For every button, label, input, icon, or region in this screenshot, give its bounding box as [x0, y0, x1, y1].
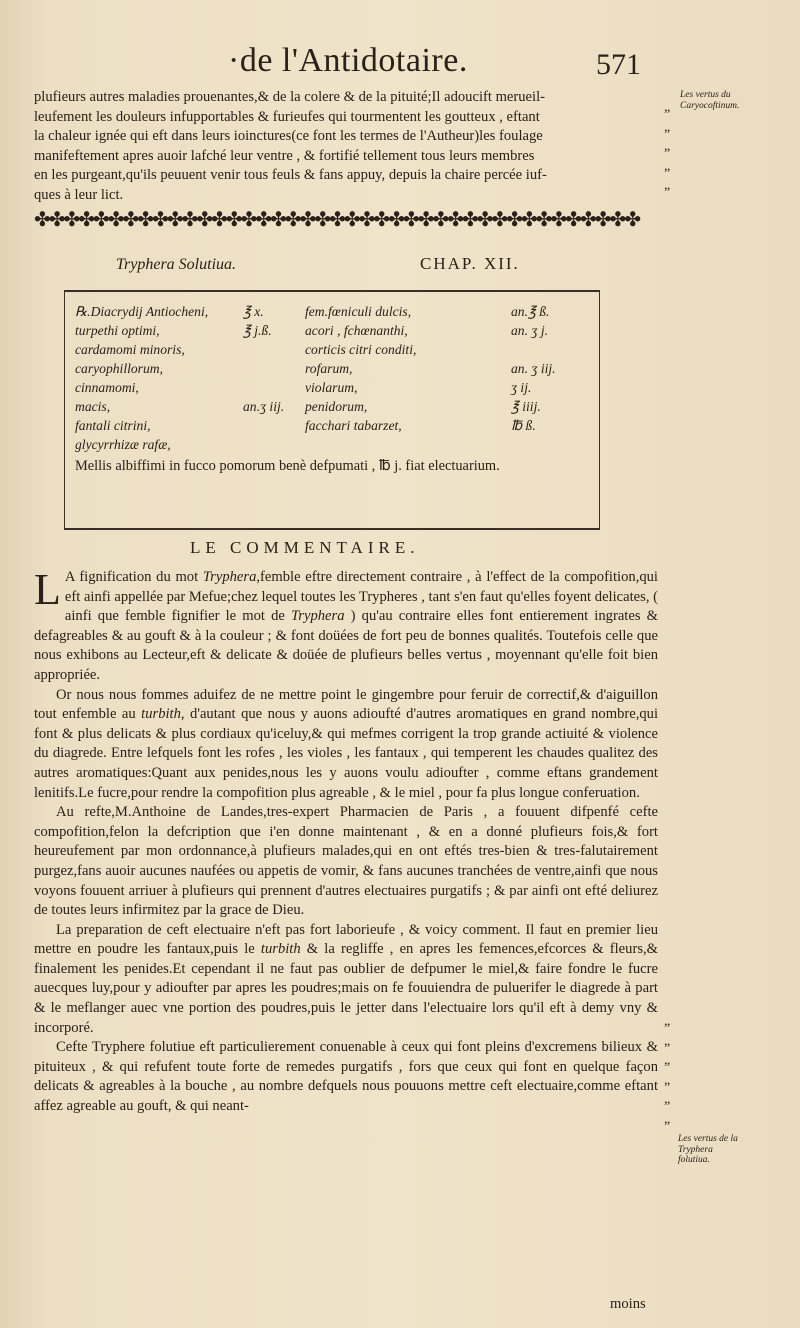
intro-paragraph: [34, 88, 658, 206]
catchword: moins: [610, 1296, 646, 1312]
chapter-label: CHAP. XII.: [420, 254, 520, 273]
page-number: 571: [596, 48, 641, 81]
intro-line: la chaleur ignée qui eft dans leurs ioinctures(ce font les termes de l'Autheur)les foulage: [34, 128, 543, 145]
quote-marks-intro: „ „ „ „ „: [664, 100, 671, 194]
commentary-body: [34, 565, 659, 1117]
commentary-paragraph: Au refte,M.Anthoine de Landes,tres-expert Pharmacien de Paris , a fouuent difpenfé cefte compofition,felon la defcription que i'en donne maintenant , & en a donné plufieurs fois,& fort heureufement par mon ordonnance,à plufieurs malades,qui en ont eftés tres-bien & tres-falutairement purgez,fans auoir aucunes naufées ou appetis de vomir, & fans aucunes tranchées de ventre,ainfi que nous voyons fouuent arriuer à plufieurs qui prennent d'autres electuaires purgatifs ; & par ainfi ont efté deliurez de toutes leurs infirmitez par la grace de Dieu.: [34, 804, 658, 919]
intro-line: leufement les douleurs infupportables & furieufes qui tourmentent les goutteux , eftant: [34, 108, 540, 125]
recipe-row: ℞.Diacrydij Antiocheni, ℥ x. fem.fœniculi dulcis, an.℥ ß.: [75, 304, 550, 319]
recipe-row: turpethi optimi, ℥ j.ß. acori , fchœnanthi, an. ʒ j.: [75, 323, 548, 338]
recipe-frame: [64, 290, 600, 530]
quote-marks-preparation: „ „ „ „ „ „: [664, 1014, 671, 1127]
commentary-paragraph: Cefte Tryphere folutiue eft particulierement conuenable à ceux qui font pleins d'excremens bilieux & pituiteux , & qui refufent toute forte de remedes purgatifs , fors que ceux qui font en quelque façon delicats & agreables à la bouche , au nombre defquels nous pouuons mettre ceft electuaire,comme eftant affez agreable au gouft, & qui neant-: [34, 1039, 658, 1115]
drop-cap: L: [34, 565, 61, 614]
commentary-paragraph: La preparation de ceft electuaire n'eft pas fort laborieufe , & voicy comment. Il faut en premier lieu mettre en poudre les fantaux,puis le turbith & la regliffe , en apres les femences,efcorces & fleurs,& finalement les penides.Et cependant il ne faut pas oublier de defpumer le miel,& faire fondre le fucre auecques luy,pour y adioufter par apres les poudres;mais on fe fouuiendra de puluerifer le diagrede à part & le meflanger auec vne portion des poudres,puis le jetter dans l'electuaire lors qu'il eft à demy vny & incorporé.: [34, 921, 658, 1036]
recipe-row: fantali citrini, facchari tabarzet, ℔ ß.: [75, 418, 536, 433]
recipe-row: macis, an.ʒ iij. penidorum, ℥ iiij.: [75, 399, 541, 414]
recipe-row: caryophillorum, rofarum, an. ʒ iij.: [75, 361, 556, 376]
margin-note-caryocostinum: Les vertus du Caryocoftinum.: [680, 90, 740, 111]
intro-line: plufieurs autres maladies prouenantes,& de la colere & de la pituité;Il adoucift merueil-: [34, 89, 545, 105]
intro-line: manifeftement apres auoir lafché leur ventre , & fortifié tellement tous leurs membres: [34, 147, 535, 164]
ornamental-band: ✤✤✤✤✤✤✤✤✤✤✤✤✤✤✤✤✤✤✤✤✤✤✤✤✤✤✤✤✤✤✤✤✤✤✤✤✤✤✤✤✤: [34, 207, 640, 231]
chapter-title: Tryphera Solutiua.: [116, 256, 237, 273]
commentary-paragraph: L A fignification du mot Tryphera,femble eftre directement contraire , à l'effect de la compofition,qui eft ainfi appellée par Mefue;chez lequel toutes les Trypheres , tant s'en faut qu'elles foyent delicates, ( ainfi que femble fignifier le mot de Tryphera ) qu'au contraire elles font entierement ingrates & defagreables & au gouft & à la couleur ; & font doüées de fort peu de bonnes qualités. Toutefois celle que nous exhibons au Lecteur,eft & delicate & doüée de plufieurs belles vertus , moyennant qu'elle foit bien appropriée.: [34, 565, 658, 683]
intro-line: en les purgeant,qu'ils peuuent venir tous feuls & fans appuy, depuis la chaire percée iuf-: [34, 167, 547, 184]
intro-line: ques à leur lict.: [34, 186, 124, 203]
recipe-row: cardamomi minoris, corticis citri conditi,: [75, 342, 417, 357]
margin-note-tryphera: Les vertus de la Tryphera folutiua.: [678, 1134, 738, 1165]
commentary-heading: LE COMMENTAIRE.: [190, 538, 420, 557]
recipe-closing-line: Mellis albiffimi in fucco pomorum benè defpumati , ℔ j. fiat electuarium.: [75, 458, 500, 474]
recipe-row: cinnamomi, violarum, ʒ ij.: [75, 380, 532, 395]
commentary-paragraph: Or nous nous fommes aduifez de ne mettre point le gingembre pour feruir de correctif,& d'aiguillon tout enfemble au turbith, d'autant que nous y auons adioufté d'autres aromatiques en grand nombre,qui font & plus delicats & plus cordiaux qu'iceluy,& qui mefmes corrigent la trop grande actiuité & violence du diagrede. Entre lefquels font les rofes , les violes , les fantaux , qui temperent les chaudes qualitez des autres aromatiques:Quant aux penides,nous les y auons voulu adioufter , comme eftans grandement lenitifs.Le fucre,pour rendre la compofition plus agreable , & le miel , pour fa plus longue conferuation.: [34, 686, 659, 801]
recipe-row: glycyrrhizæ rafæ,: [75, 437, 171, 452]
page-header: [0, 42, 800, 92]
running-title: ·de l'Antidotaire.: [228, 42, 468, 79]
